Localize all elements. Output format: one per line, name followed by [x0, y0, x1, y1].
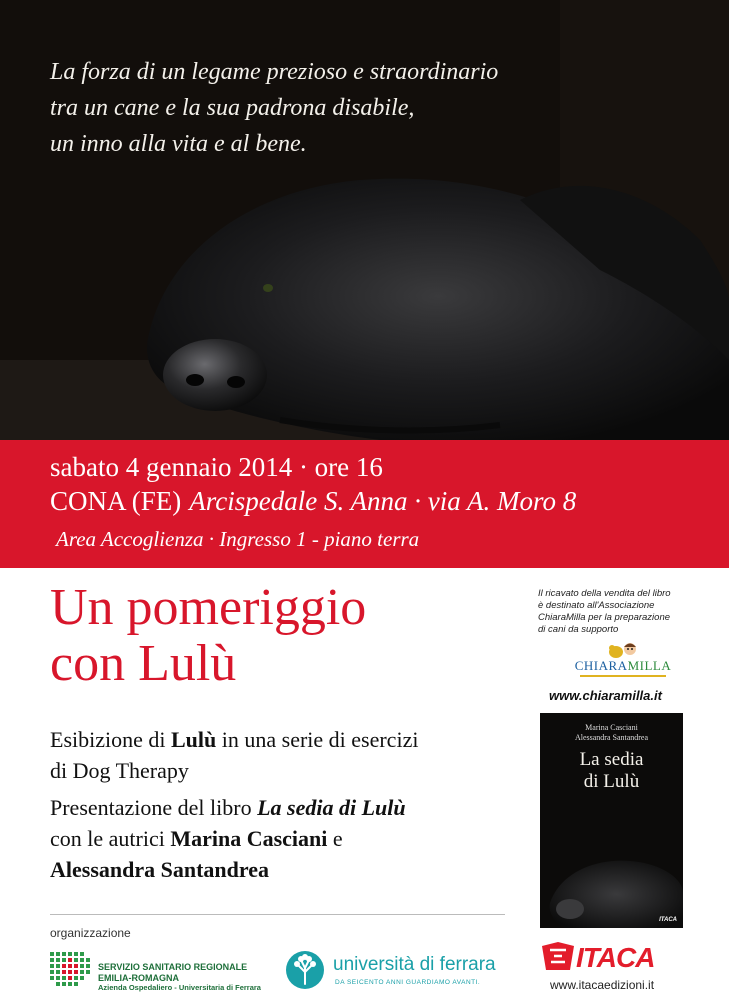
- ssr-line-2: EMILIA-ROMAGNA: [98, 973, 179, 983]
- universita-ferrara-logo: [285, 950, 510, 992]
- ssr-grid-icon: [50, 952, 94, 988]
- note-line: di cani da supporto: [538, 624, 619, 635]
- chiaramilla-logo: [568, 640, 678, 680]
- note-line: è destinato all'Associazione: [538, 600, 655, 611]
- text-span: e: [327, 826, 343, 851]
- author-name: Marina Casciani: [170, 826, 328, 851]
- quote-line-1: La forza di un legame prezioso e straordinario: [50, 59, 499, 85]
- logo-underline: [580, 675, 666, 677]
- event-date: sabato 4 gennaio 2014 · ore 16: [50, 452, 383, 482]
- hero-quote: [50, 54, 498, 162]
- wordmark-part: MILLA: [627, 658, 672, 673]
- description-paragraph-1: [50, 724, 418, 755]
- ssr-line-1: SERVIZIO SANITARIO REGIONALE: [98, 962, 248, 972]
- hero-photo: [0, 0, 729, 440]
- wordmark-part: CHIARA: [574, 658, 628, 673]
- ssr-line-3: Azienda Ospedaliero - Universitaria di Ferrara: [98, 983, 261, 992]
- text-span: Esibizione di: [50, 727, 171, 752]
- itaca-symbol-icon: [540, 940, 576, 974]
- book-title-line: di Lulù: [583, 771, 640, 792]
- event-title: [50, 580, 366, 692]
- charity-note-text: [538, 588, 703, 636]
- book-cover-title: [540, 749, 683, 793]
- book-author: Marina Casciani: [585, 723, 638, 732]
- book-author: Alessandra Santandrea: [574, 733, 649, 742]
- note-line: Il ricavato della vendita del libro: [538, 588, 671, 599]
- event-city: CONA (FE): [50, 486, 182, 516]
- book-cover-dog-image: [540, 713, 683, 928]
- quote-line-2: tra un cane e la sua padrona disabile,: [50, 95, 415, 121]
- tree-icon: [285, 950, 325, 990]
- itaca-url[interactable]: www.itacaedizioni.it: [550, 978, 655, 992]
- itaca-logo: [540, 940, 690, 976]
- itaca-wordmark: ITACA: [576, 942, 655, 973]
- chiaramilla-wordmark: [568, 658, 678, 674]
- event-area: Area Accoglienza · Ingresso 1 - piano terra: [56, 527, 420, 551]
- charity-note: [538, 588, 703, 636]
- text-span: Presentazione del libro: [50, 795, 258, 820]
- unife-name: università di ferrara: [333, 954, 496, 975]
- description-paragraph-2b: [50, 823, 418, 854]
- description-paragraph-2c: [50, 854, 418, 885]
- chiaramilla-url[interactable]: www.chiaramilla.it: [549, 688, 662, 703]
- book-title: La sedia di Lulù: [257, 795, 406, 820]
- book-cover: [540, 713, 683, 928]
- dog-name: Lulù: [170, 727, 217, 752]
- book-authors: [540, 723, 683, 743]
- event-description: [50, 724, 418, 885]
- book-title-line: La sedia: [579, 749, 644, 770]
- organization-label: organizzazione: [50, 926, 131, 940]
- unife-tagline: DA SEICENTO ANNI GUARDIAMO AVANTI.: [335, 979, 481, 986]
- description-paragraph-2: [50, 792, 418, 823]
- text-span: in una serie di esercizi: [216, 727, 419, 752]
- title-line-2: con Lulù: [50, 635, 237, 692]
- text-span: con le autrici: [50, 826, 171, 851]
- description-paragraph-1b: di Dog Therapy: [50, 758, 189, 783]
- quote-line-3: un inno alla vita e al bene.: [50, 131, 307, 157]
- author-name: Alessandra Santandrea: [50, 857, 270, 882]
- event-info-band: [0, 440, 729, 568]
- note-line: ChiaraMilla per la preparazione: [538, 612, 671, 623]
- ssr-emilia-romagna-logo: [50, 950, 270, 992]
- event-venue: Arcispedale S. Anna · via A. Moro 8: [189, 486, 577, 516]
- chiaramilla-mascot-icon: [568, 640, 678, 660]
- event-location: [50, 486, 576, 517]
- book-publisher-mark: ITACA: [659, 917, 677, 923]
- title-line-1: Un pomeriggio: [50, 579, 367, 636]
- divider: [50, 914, 505, 915]
